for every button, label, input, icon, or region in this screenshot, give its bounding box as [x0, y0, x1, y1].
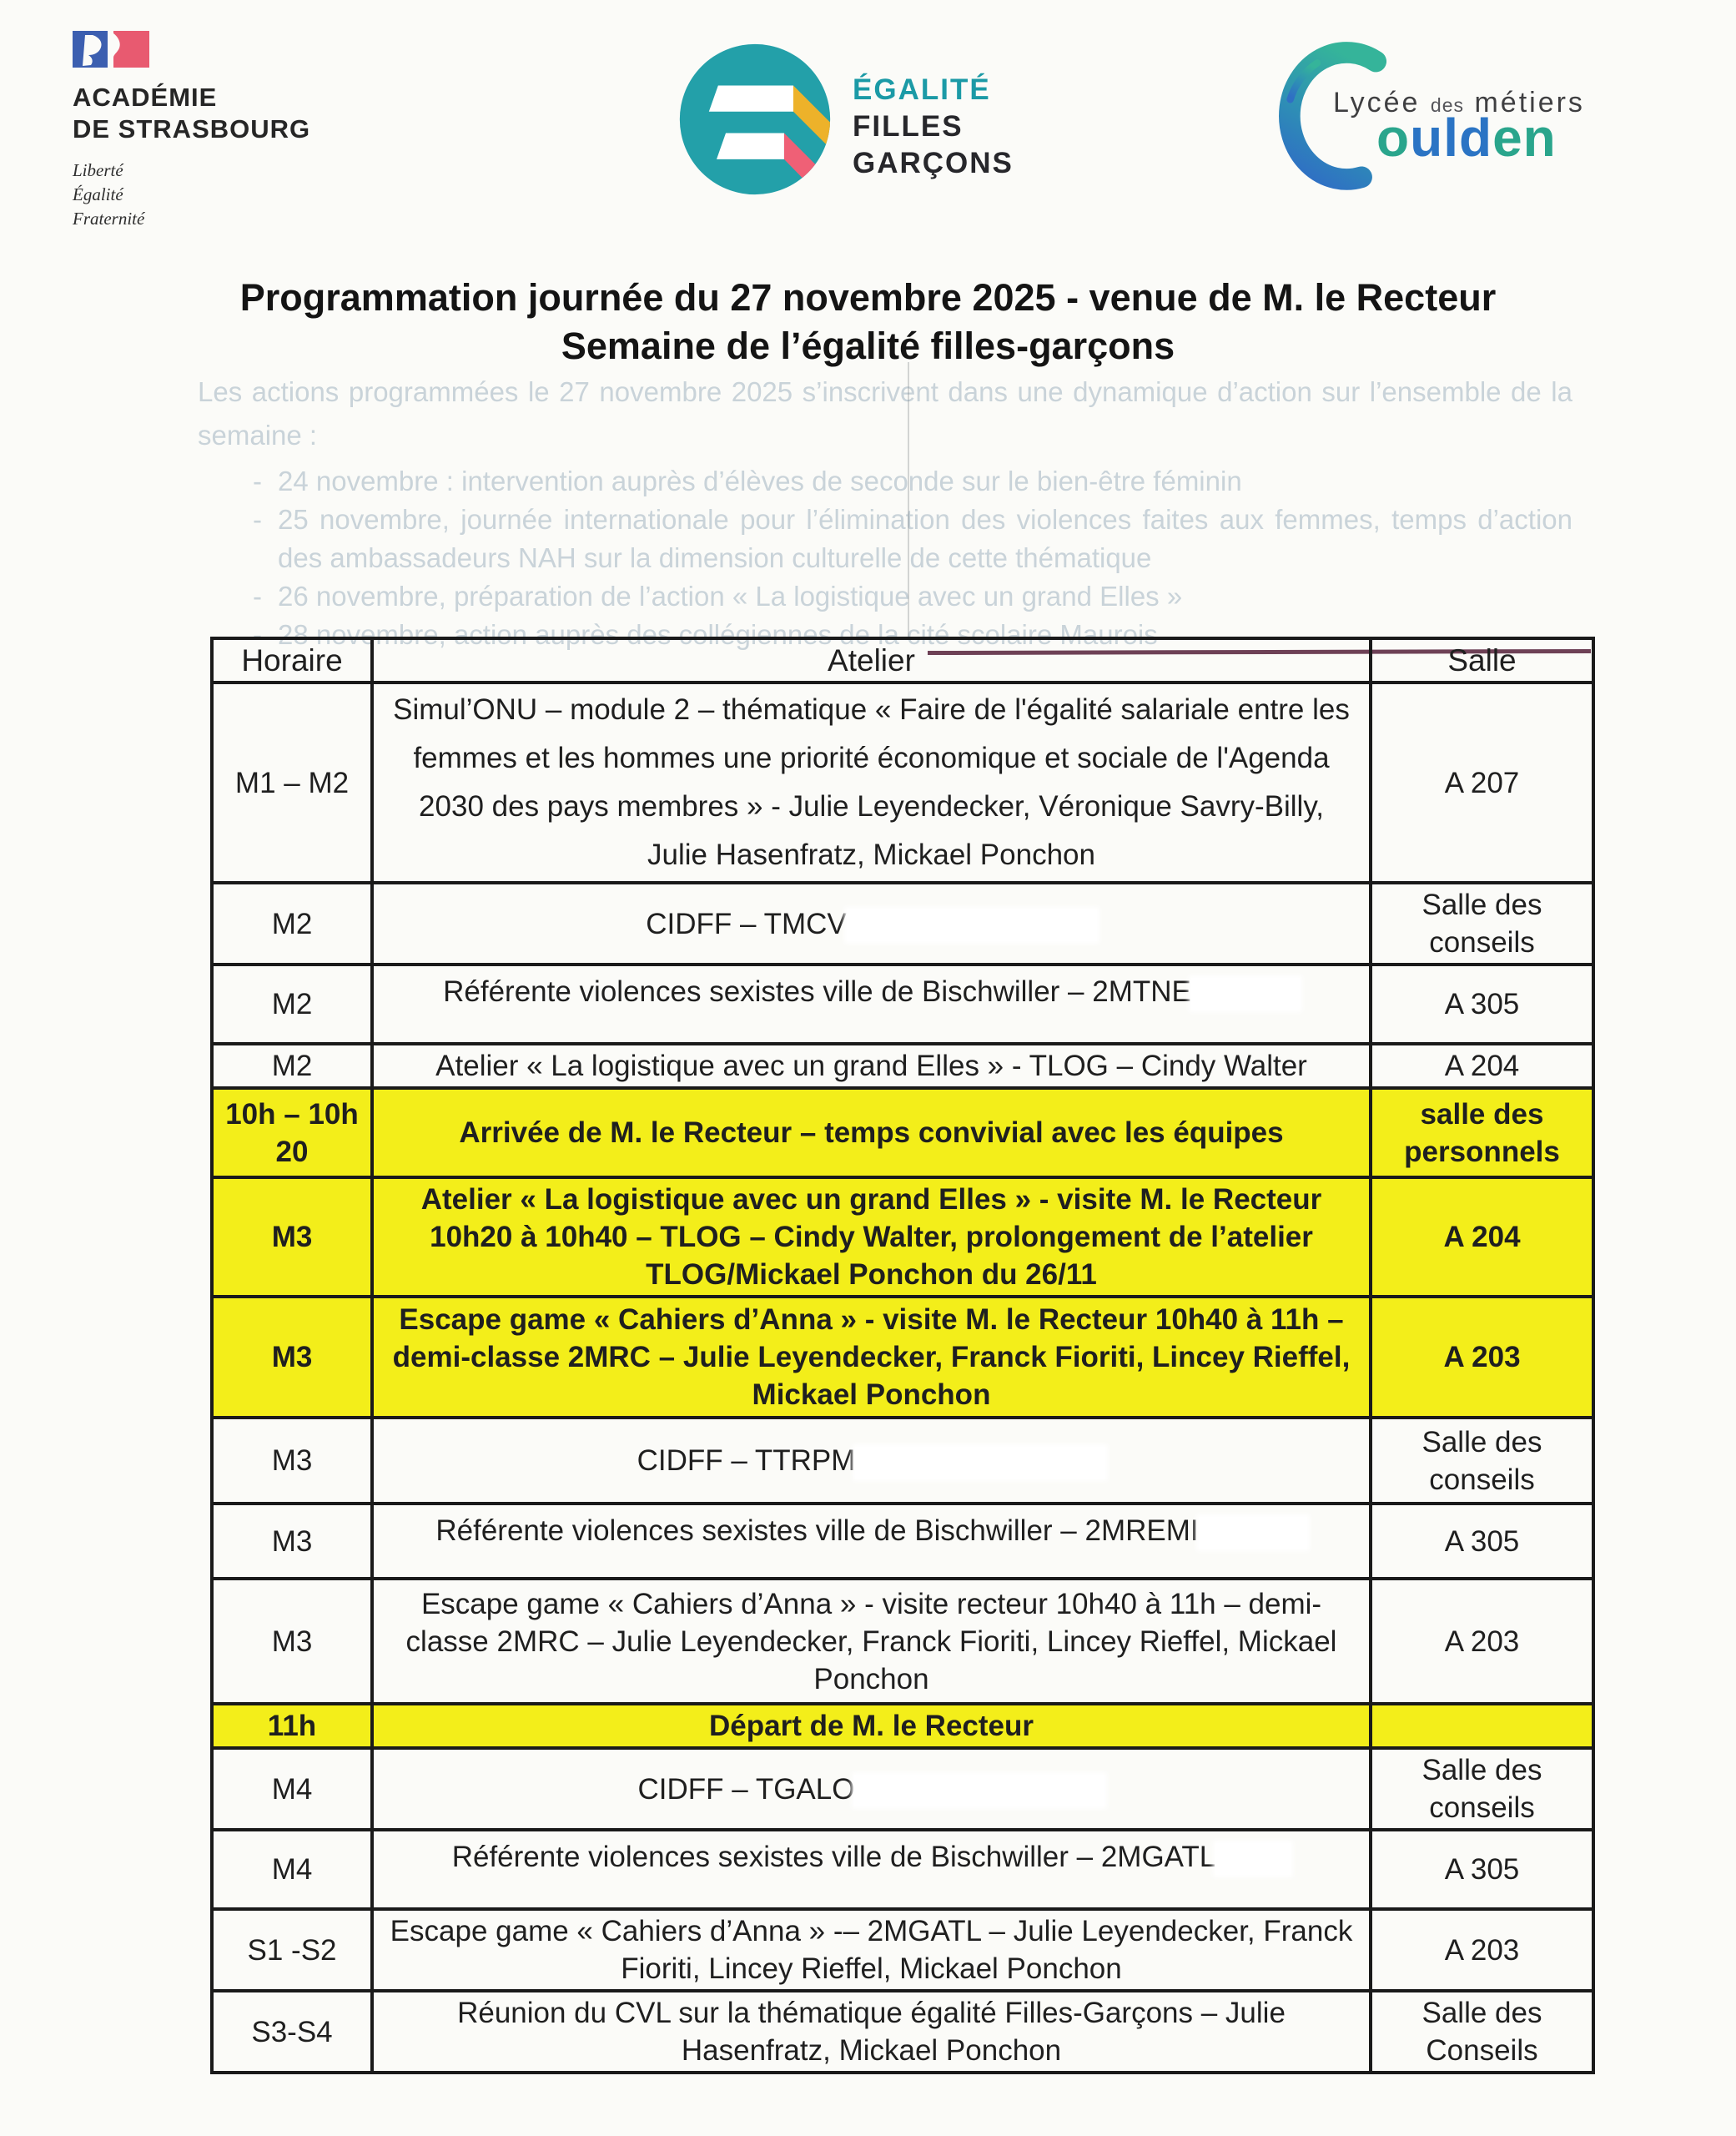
table-row-highlighted	[212, 1704, 1593, 1748]
table-row-highlighted	[212, 1177, 1593, 1297]
motto-egalite: Égalité	[73, 184, 123, 204]
whiteout-patch	[847, 909, 1097, 941]
cell-horaire: M3	[212, 1297, 372, 1418]
title-line2: Semaine de l’égalité filles-garçons	[561, 325, 1175, 367]
cell-salle: Salle des Conseils	[1371, 1991, 1593, 2073]
cell-atelier-text: CIDFF – TTRPM	[637, 1444, 856, 1477]
metiers-word: métiers	[1474, 87, 1585, 118]
goulden-letter: d	[1458, 108, 1493, 168]
intro-bullet: - 28 novembre, action auprès des collégiennes de la cité scolaire Maurois	[278, 616, 1572, 654]
cell-atelier-text: Référente violences sexistes ville de Bischwiller – 2MTNE	[443, 975, 1191, 1008]
motto-liberte: Liberté	[73, 160, 123, 180]
table-row	[212, 683, 1593, 883]
cell-salle: A 305	[1371, 1830, 1593, 1909]
goulden-wordmark	[1376, 107, 1557, 169]
cell-salle	[1371, 1704, 1593, 1748]
table-header-row	[212, 638, 1593, 683]
header-salle: Salle	[1371, 638, 1593, 683]
cell-salle: A 203	[1371, 1909, 1593, 1991]
cell-horaire: M3	[212, 1418, 372, 1504]
whiteout-patch	[854, 1775, 1104, 1806]
table-row	[212, 1909, 1593, 1991]
cell-atelier: Escape game « Cahiers d’Anna » - visite recteur 10h40 à 11h – demi-classe 2MRC – Julie Leyendecker, Franck Fioriti, Lincey Rieffel, Mickael Ponchon	[372, 1579, 1371, 1704]
cell-salle: A 305	[1371, 965, 1593, 1044]
intro-bullet: - 26 novembre, préparation de l’action « La logistique avec un grand Elles »	[278, 577, 1572, 616]
cell-salle: A 207	[1371, 683, 1593, 883]
cell-horaire: S3-S4	[212, 1991, 372, 2073]
table-row	[212, 1748, 1593, 1830]
cell-salle: A 305	[1371, 1504, 1593, 1579]
table-row-highlighted	[212, 1088, 1593, 1177]
intro-bullet: - 24 novembre : intervention auprès d’élèves de seconde sur le bien-être féminin	[278, 462, 1572, 501]
cell-salle: Salle des conseils	[1371, 1418, 1593, 1504]
cell-atelier	[372, 965, 1371, 1044]
goulden-letter: n	[1522, 108, 1557, 168]
filles-word: FILLES	[853, 110, 964, 143]
cell-atelier	[372, 883, 1371, 965]
cell-atelier-text: CIDFF – TMCV	[646, 907, 847, 940]
table-row	[212, 965, 1593, 1044]
cell-horaire: 11h	[212, 1704, 372, 1748]
cell-horaire: M2	[212, 883, 372, 965]
cell-atelier: Arrivée de M. le Recteur – temps convivial avec les équipes	[372, 1088, 1371, 1177]
des-word: des	[1430, 94, 1465, 116]
cell-horaire: M3	[212, 1504, 372, 1579]
cell-horaire: M3	[212, 1579, 372, 1704]
table-row	[212, 1830, 1593, 1909]
document-title	[0, 274, 1736, 370]
header-atelier: Atelier	[372, 638, 1371, 683]
cell-atelier-text: CIDFF – TGALO	[637, 1772, 855, 1806]
motto-fraternite: Fraternité	[73, 209, 145, 229]
goulden-letter: l	[1443, 108, 1459, 168]
cell-atelier: Atelier « La logistique avec un grand Elles » - TLOG – Cindy Walter	[372, 1044, 1371, 1088]
lycee-word: Lycée	[1333, 87, 1421, 118]
cell-salle: A 203	[1371, 1297, 1593, 1418]
cell-salle: Salle des conseils	[1371, 883, 1593, 965]
whiteout-patch	[1191, 978, 1300, 1010]
whiteout-patch	[855, 1447, 1105, 1479]
cell-salle: Salle des conseils	[1371, 1748, 1593, 1830]
intro-paragraph-faint	[198, 370, 1572, 654]
academie-name-line1: ACADÉMIE	[73, 83, 218, 112]
cell-atelier: Départ de M. le Recteur	[372, 1704, 1371, 1748]
intro-bullet-list	[198, 462, 1572, 654]
table-row	[212, 1418, 1593, 1504]
table-row	[212, 1504, 1593, 1579]
title-line1: Programmation journée du 27 novembre 2025 - venue de M. le Recteur	[239, 276, 1497, 319]
cell-horaire: M2	[212, 1044, 372, 1088]
cell-horaire: M2	[212, 965, 372, 1044]
academie-strasbourg-logo	[73, 31, 310, 231]
cell-atelier: Réunion du CVL sur la thématique égalité Filles-Garçons – Julie Hasenfratz, Mickael Ponchon	[372, 1991, 1371, 2073]
egalite-word: ÉGALITÉ	[853, 73, 991, 106]
goulden-letter: o	[1376, 108, 1411, 168]
cell-atelier-text: Référente violences sexistes ville de Bischwiller – 2MREMI	[435, 1514, 1199, 1547]
cell-atelier: Escape game « Cahiers d’Anna » - visite M. le Recteur 10h40 à 11h – demi-classe 2MRC – Julie Leyendecker, Franck Fioriti, Lincey Rieffel, Mickael Ponchon	[372, 1297, 1371, 1418]
cell-atelier	[372, 1830, 1371, 1909]
whiteout-patch	[1199, 1517, 1307, 1549]
cell-salle: A 204	[1371, 1177, 1593, 1297]
cell-salle: salle des personnels	[1371, 1088, 1593, 1177]
goulden-letter: u	[1410, 108, 1444, 168]
table-row	[212, 1991, 1593, 2073]
table-row	[212, 883, 1593, 965]
cell-atelier	[372, 1748, 1371, 1830]
cell-atelier: Atelier « La logistique avec un grand Elles » - visite M. le Recteur 10h20 à 10h40 – TLOG – Cindy Walter, prolongement de l’atelier TLOG/Mickael Ponchon du 26/11	[372, 1177, 1371, 1297]
cell-atelier: Simul’ONU – module 2 – thématique « Faire de l'égalité salariale entre les femmes et les hommes une priorité économique et sociale de l'Agenda 2030 des pays membres » - Julie Leyendecker, Véronique Savry-Billy, Julie Hasenfratz, Mickael Ponchon	[372, 683, 1371, 883]
cell-horaire: 10h – 10h 20	[212, 1088, 372, 1177]
cell-atelier-text: Référente violences sexistes ville de Bischwiller – 2MGATL	[451, 1841, 1216, 1873]
goulden-letter: e	[1492, 108, 1523, 168]
cell-atelier	[372, 1504, 1371, 1579]
cell-atelier	[372, 1418, 1371, 1504]
whiteout-patch	[1215, 1843, 1291, 1875]
table-row-highlighted	[212, 1297, 1593, 1418]
academie-name-line2: DE STRASBOURG	[73, 114, 311, 144]
garcons-word: GARÇONS	[853, 147, 1014, 179]
cell-salle: A 204	[1371, 1044, 1593, 1088]
header-horaire: Horaire	[212, 638, 372, 683]
cell-atelier: Escape game « Cahiers d’Anna » -– 2MGATL – Julie Leyendecker, Franck Fioriti, Lincey Rieffel, Mickael Ponchon	[372, 1909, 1371, 1991]
french-flag-icon	[73, 31, 149, 68]
cell-salle: A 203	[1371, 1579, 1593, 1704]
table-row	[212, 1579, 1593, 1704]
intro-text: Les actions programmées le 27 novembre 2025 s’inscrivent dans une dynamique d’action sur l’ensemble de la semaine :	[198, 376, 1572, 451]
cell-horaire: M1 – M2	[212, 683, 372, 883]
equals-circle-icon	[678, 43, 832, 196]
cell-horaire: M4	[212, 1748, 372, 1830]
cell-horaire: S1 -S2	[212, 1909, 372, 1991]
schedule-table	[210, 637, 1595, 2074]
egalite-filles-garcons-logo	[678, 43, 832, 200]
intro-bullet: - 25 novembre, journée internationale pour l’élimination des violences faites aux femmes, temps d’action des ambassadeurs NAH sur la dimension culturelle de cette thématique	[278, 501, 1572, 577]
scan-artifact-vertical-line	[908, 362, 909, 639]
cell-horaire: M4	[212, 1830, 372, 1909]
table-row	[212, 1044, 1593, 1088]
cell-horaire: M3	[212, 1177, 372, 1297]
